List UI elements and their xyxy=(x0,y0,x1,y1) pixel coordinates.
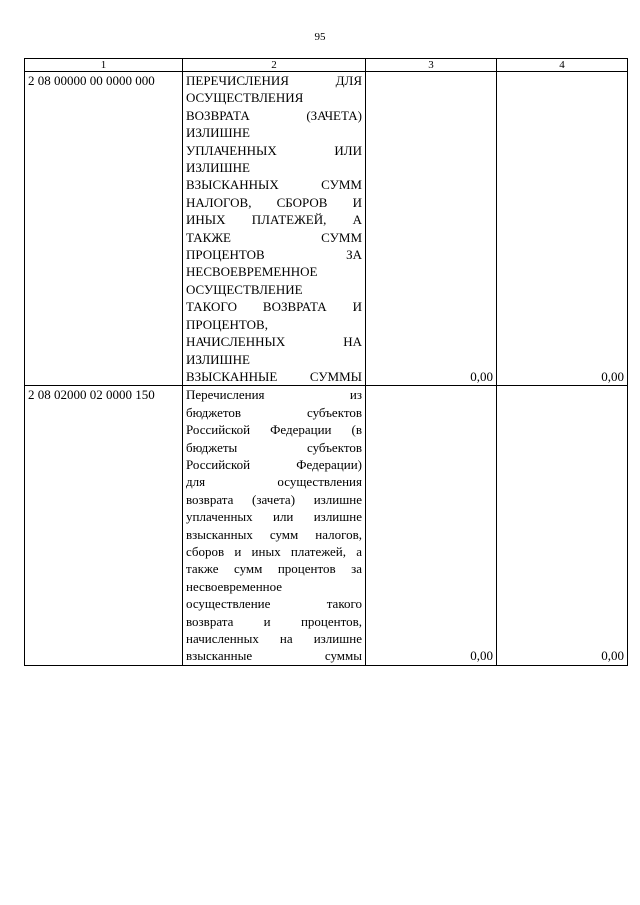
name-line: ПРОЦЕНТОВ ЗА xyxy=(186,247,362,263)
name-line: ИНЫХ ПЛАТЕЖЕЙ, А xyxy=(186,212,362,228)
name-line: возврата и процентов, xyxy=(186,613,362,629)
name-line: ИЗЛИШНЕ xyxy=(186,351,250,367)
name-line: Российской Федерации) xyxy=(186,456,362,472)
name-line: ТАКОГО ВОЗВРАТА И xyxy=(186,299,362,315)
budget-table xyxy=(24,58,628,666)
name-line: Перечисления из xyxy=(186,387,362,403)
name-line: ОСУЩЕСТВЛЕНИЕ xyxy=(186,281,303,297)
name-line: взысканных сумм налогов, xyxy=(186,526,362,542)
table-row xyxy=(25,386,628,666)
name-line: начисленных на излишне xyxy=(186,631,362,646)
name-line: для осуществления xyxy=(186,474,362,490)
name-line: также сумм процентов за xyxy=(186,561,362,577)
header-col-1: 1 xyxy=(25,59,183,72)
name-line: бюджеты субъектов xyxy=(186,439,362,455)
name-line: УПЛАЧЕННЫХ ИЛИ xyxy=(186,142,362,158)
name-line: сборов и иных платежей, а xyxy=(186,543,362,559)
name-line: ПРОЦЕНТОВ, xyxy=(186,316,268,332)
row-code: 2 08 00000 00 0000 000 xyxy=(25,72,183,386)
name-line: ВЗЫСКАННЫЕ СУММЫ xyxy=(186,368,362,384)
row-name xyxy=(183,72,366,386)
name-line: уплаченных или излишне xyxy=(186,509,362,525)
name-line: НАЛОГОВ, СБОРОВ И xyxy=(186,194,362,210)
name-line: ОСУЩЕСТВЛЕНИЯ xyxy=(186,90,304,106)
row-col3-value: 0,00 xyxy=(366,386,497,666)
name-line: ИЗЛИШНЕ xyxy=(186,160,250,176)
header-col-4: 4 xyxy=(497,59,628,72)
name-line: взысканные суммы xyxy=(186,648,362,664)
row-col4-value: 0,00 xyxy=(497,72,628,386)
name-line: Российской Федерации (в xyxy=(186,422,362,438)
name-line: ТАКЖЕ СУММ xyxy=(186,229,362,245)
name-line: несвоевременное xyxy=(186,578,283,594)
header-col-3: 3 xyxy=(366,59,497,72)
name-line: ВОЗВРАТА (ЗАЧЕТА) xyxy=(186,107,362,123)
row-col3-value: 0,00 xyxy=(366,72,497,386)
table-header-row xyxy=(25,59,628,72)
row-code: 2 08 02000 02 0000 150 xyxy=(25,386,183,666)
header-col-2: 2 xyxy=(183,59,366,72)
page-number: 95 xyxy=(314,31,326,43)
name-line: осуществление такого xyxy=(186,596,362,612)
name-line: ИЗЛИШНЕ xyxy=(186,125,250,141)
name-line: НАЧИСЛЕННЫХ НА xyxy=(186,334,362,350)
name-line: ПЕРЕЧИСЛЕНИЯ ДЛЯ xyxy=(186,73,362,88)
name-line: НЕСВОЕВРЕМЕННОЕ xyxy=(186,264,318,280)
name-line: бюджетов субъектов xyxy=(186,404,362,420)
row-name xyxy=(183,386,366,666)
name-line: ВЗЫСКАННЫХ СУММ xyxy=(186,177,362,193)
name-line: возврата (зачета) излишне xyxy=(186,491,362,507)
table-row xyxy=(25,72,628,386)
row-col4-value: 0,00 xyxy=(497,386,628,666)
